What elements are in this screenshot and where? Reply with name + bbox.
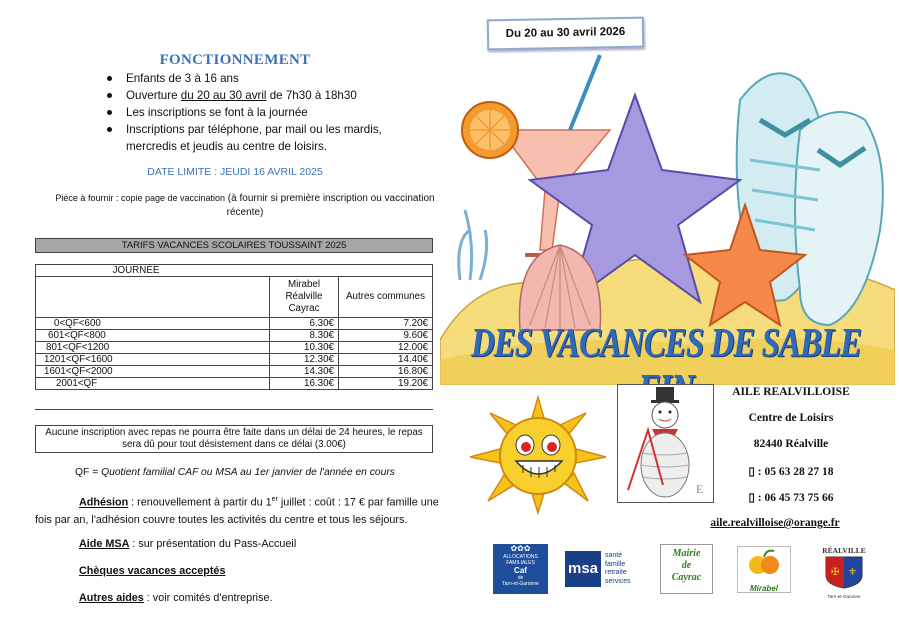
divider	[35, 409, 433, 410]
fruit-icon	[738, 547, 790, 579]
documents-note: Pièce à fournir : copie page de vaccination (à fournir si première inscription ou vaccination récente)	[55, 193, 435, 218]
msa-logo: msa santé famille retraite services	[565, 551, 643, 587]
qf-note: QF = Quotient familial CAF ou MSA au 1er janvier de l'année en cours	[75, 467, 395, 478]
phone-1: ▯ : 05 63 28 27 18	[748, 466, 834, 478]
section-title: FONCTIONNEMENT	[159, 52, 311, 68]
meal-notice: Aucune inscription avec repas ne pourra être faite dans un délai de 24 heures, le repas sera dû pour tout désistement dans ce délai (3.00€)	[35, 425, 433, 453]
mascot-icon	[618, 385, 713, 502]
table-col-header: Autres communes	[339, 277, 433, 318]
table-row: 1201<QF<1600 12.30€ 14.40€	[36, 354, 433, 366]
cocktail-icon	[462, 55, 610, 255]
tariff-table	[35, 264, 433, 390]
table-group-header: JOURNÉE	[36, 265, 433, 277]
date-banner: Du 20 au 30 avril 2026	[487, 17, 645, 51]
other-aids: Autres aides : voir comités d'entreprise.	[79, 592, 273, 604]
centre-name: Centre de Loisirs	[748, 412, 834, 424]
svg-text:✠: ✠	[831, 567, 840, 578]
headline: DES VACANCES DE SABLE	[470, 320, 862, 366]
org-name: AILE REALVILLOISE	[732, 386, 850, 398]
list-item: Les inscriptions se font à la journée	[105, 104, 435, 121]
msa-aid: Aide MSA : sur présentation du Pass-Accueil	[79, 538, 297, 550]
cheques-vacances: Chèques vacances acceptés	[79, 565, 226, 577]
table-row: 801<QF<1200 10.30€ 12.00€	[36, 342, 433, 354]
caf-logo: ✿✿✿ ALLOCATIONS FAMILIALES Caf de Tarn-et-Garonne	[493, 544, 548, 594]
table-row: 2001<QF 16.30€ 19.20€	[36, 378, 433, 390]
list-item: Enfants de 3 à 16 ans	[105, 70, 435, 87]
info-list	[105, 70, 435, 155]
svg-text:⚜: ⚜	[848, 567, 857, 578]
address: 82440 Réalville	[753, 438, 829, 450]
realville-logo: RÉALVILLE ✠ ⚜ Tarn-et-Garonne	[822, 546, 866, 599]
list-item: Ouverture du 20 au 30 avril de 7h30 à 18h30	[105, 87, 435, 104]
table-row: 1601<QF<2000 14.30€ 16.80€	[36, 366, 433, 378]
svg-text:E: E	[696, 482, 704, 496]
phone-2: ▯ : 06 45 73 75 66	[748, 492, 834, 504]
table-row: 0<QF<600 6.30€ 7.20€	[36, 318, 433, 330]
tariff-title: TARIFS VACANCES SCOLAIRES TOUSSAINT 2025	[35, 238, 433, 253]
table-col-header: Mirabel Réalville Cayrac	[270, 277, 339, 318]
email-link[interactable]: aile.realvilloise@orange.fr	[710, 517, 840, 529]
adhesion-paragraph: Adhésion : renouvellement à partir du 1er juillet : coût : 17 € par famille une fois par an, l'adhésion couvre toutes les activités du centre et tous les séjours.	[35, 496, 439, 526]
deadline-text: DATE LIMITE : JEUDI 16 AVRIL 2025	[147, 166, 323, 178]
mirabel-logo: Mirabel	[737, 546, 791, 593]
coral-icon	[459, 210, 487, 280]
sun-icon	[468, 395, 608, 515]
coat-of-arms-icon	[824, 555, 864, 589]
list-item: Inscriptions par téléphone, par mail ou les mardis, mercredis et jeudis au centre de loisirs.	[105, 121, 435, 155]
cayrac-logo: Mairie de Cayrac	[660, 544, 713, 594]
table-row: 601<QF<800 8.30€ 9.60€	[36, 330, 433, 342]
